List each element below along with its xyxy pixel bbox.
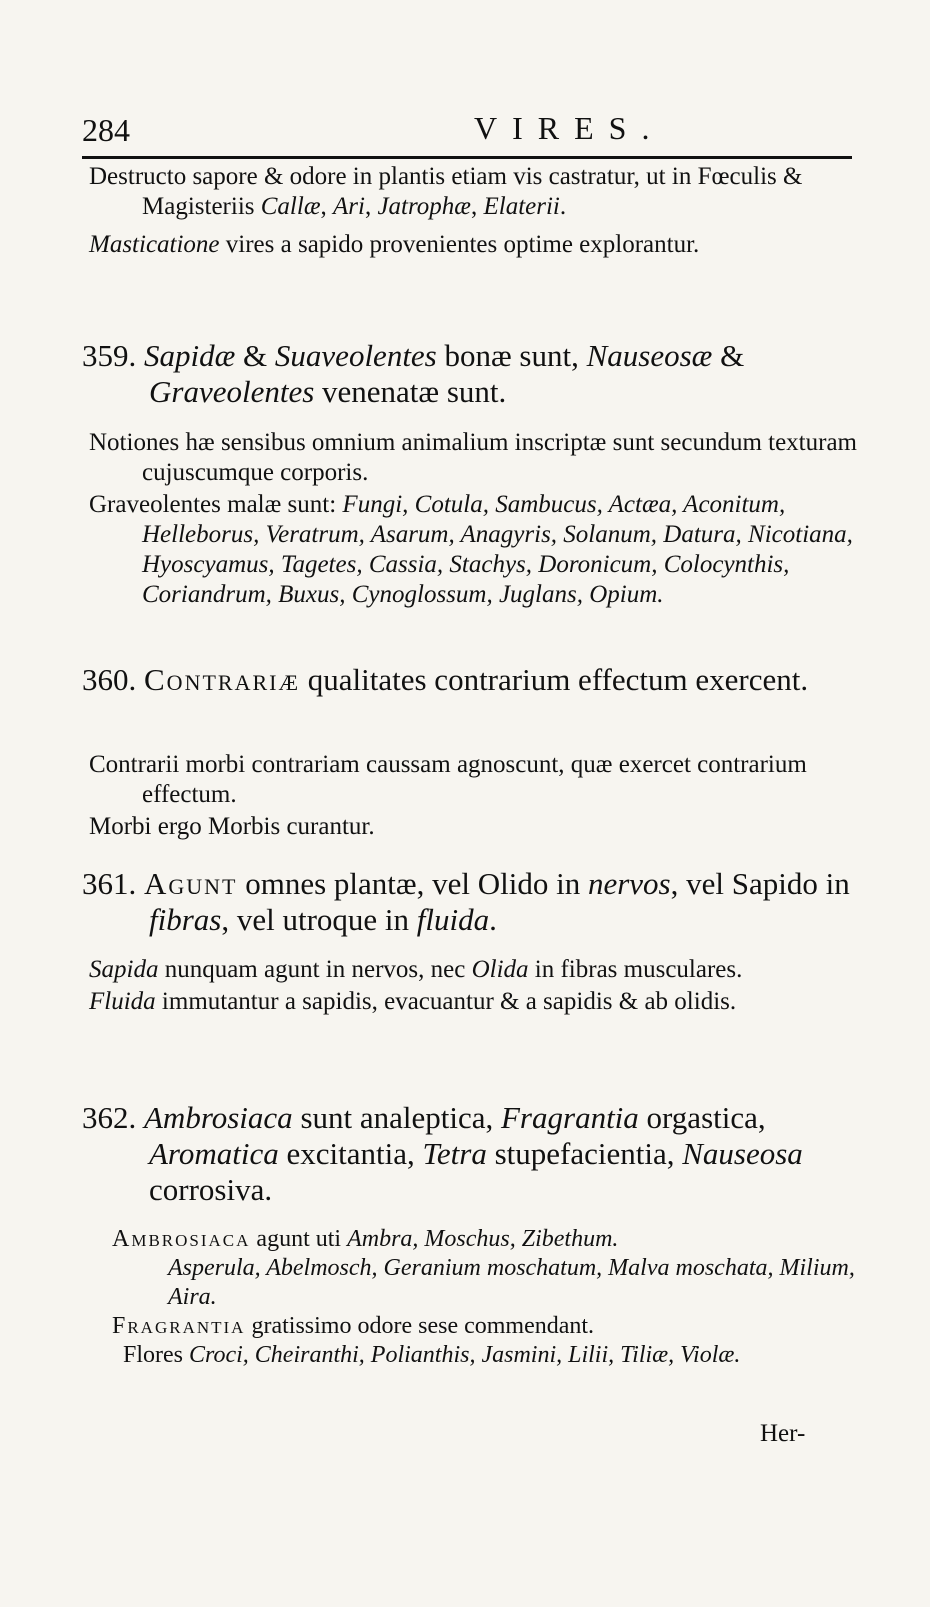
running-head: VIRES. (474, 110, 665, 146)
page-number: 284 (82, 112, 130, 148)
section-359 (82, 338, 857, 410)
section-361 (82, 866, 857, 938)
page-header (82, 108, 852, 152)
note-block-2 (82, 428, 857, 610)
note-paragraph: Contrarii morbi contrariam caussam agnoscunt, quæ exercet contrarium effectum. (89, 751, 807, 808)
fragrantia-line: Fragrantia gratissimo odore sese commendant. (112, 1313, 595, 1339)
section-362 (82, 1100, 857, 1208)
note-paragraph: Masticatione vires a sapido provenientes optime explorantur. (89, 231, 700, 258)
section-heading: 361. Agunt omnes plantæ, vel Olido in nervos, vel Sapido in fibras, vel utroque in fluida. (82, 866, 850, 937)
ambrosiaca-list: Asperula, Abelmosch, Geranium moschatum, Malva moschata, Milium, Aira. (168, 1255, 855, 1310)
section-heading: 359. Sapidæ & Suaveolentes bonæ sunt, Nauseosæ & Graveolentes venenatæ sunt. (82, 338, 745, 409)
note-paragraph: Graveolentes malæ sunt: Fungi, Cotula, Sambucus, Actæa, Aconitum, Helleborus, Veratrum, Asarum, Anagyris, Solanum, Datura, Nicotiana, Hyoscyamus, Tagetes, Cassia, Stachys, Doronicum, Colocynthis, Coriandrum, Buxus, Cynoglossum, Juglans, Opium. (89, 491, 853, 608)
section-heading: 360. Contrariæ qualitates contrarium effectum exercent. (82, 662, 809, 697)
note-paragraph: Sapida nunquam agunt in nervos, nec Olida in fibras musculares. (89, 956, 743, 983)
note-paragraph: Fluida immutantur a sapidis, evacuantur & a sapidis & ab olidis. (89, 988, 737, 1015)
header-rule (82, 156, 852, 159)
note-block-5 (82, 1225, 857, 1370)
note-block-4 (82, 955, 857, 1017)
note-paragraph: Morbi ergo Morbis curantur. (89, 813, 375, 840)
note-block-3 (82, 750, 857, 842)
catchword: Her- (760, 1420, 806, 1447)
note-block-1 (82, 162, 857, 260)
fragrantia-list: Flores Croci, Cheiranthi, Polianthis, Jasmini, Lilii, Tiliæ, Violæ. (123, 1342, 741, 1368)
section-360 (82, 662, 857, 698)
note-paragraph: Destructo sapore & odore in plantis etiam vis castratur, ut in Fœculis & Magisteriis Callæ, Ari, Jatrophæ, Elaterii. (89, 163, 803, 220)
ambrosiaca-line: Ambrosiaca agunt uti Ambra, Moschus, Zibethum. (112, 1226, 619, 1252)
section-heading: 362. Ambrosiaca sunt analeptica, Fragrantia orgastica, Aromatica excitantia, Tetra stupefacientia, Nauseosa corrosiva. (82, 1100, 803, 1207)
note-paragraph: Notiones hæ sensibus omnium animalium inscriptæ sunt secundum texturam cujuscumque corporis. (89, 429, 857, 486)
